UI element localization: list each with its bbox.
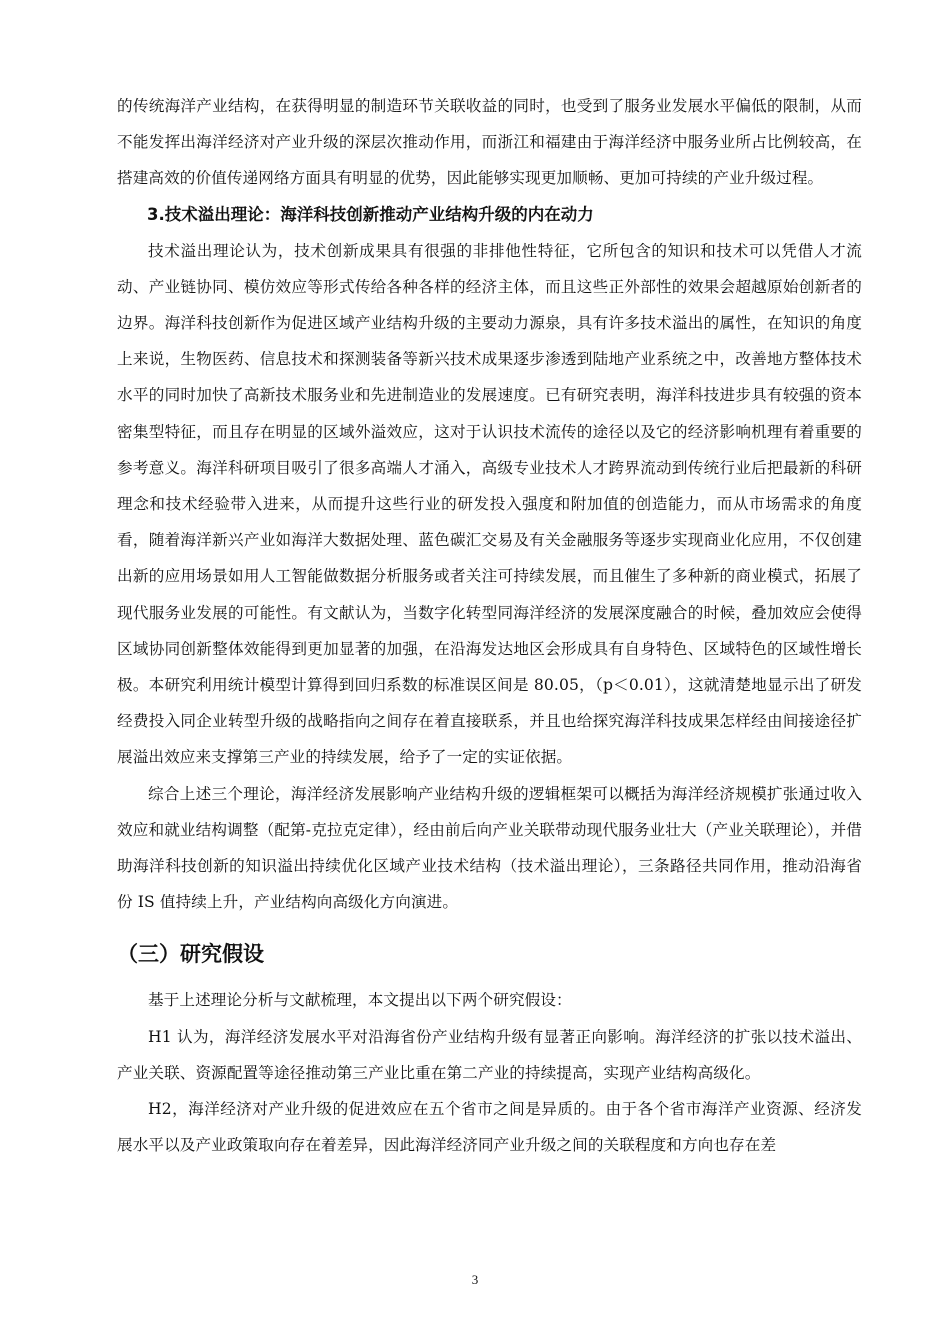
page-content [117,88,862,1163]
body-paragraph: 综合上述三个理论，海洋经济发展影响产业结构升级的逻辑框架可以概括为海洋经济规模扩张通过收入效应和就业结构调整（配第-克拉克定律），经由前后向产业关联带动现代服务业壮大（产业关联理论），并借助海洋科技创新的知识溢出持续优化区域产业技术结构（技术溢出理论），三条路径共同作用，推动沿海省份 IS 值持续上升，产业结构向高级化方向演进。 [117,784,862,912]
body-paragraph: 基于上述理论分析与文献梳理，本文提出以下两个研究假设： [148,991,572,1010]
section-heading: （三）研究假设 [117,942,264,967]
hypothesis-h1: H1 认为，海洋经济发展水平对沿海省份产业结构升级有显著正向影响。海洋经济的扩张以技术溢出、产业关联、资源配置等途径推动第三产业比重在第二产业的持续提高，实现产业结构高级化。 [117,1027,862,1082]
body-paragraph: 的传统海洋产业结构，在获得明显的制造环节关联收益的同时，也受到了服务业发展水平偏低的限制，从而不能发挥出海洋经济对产业升级的深层次推动作用，而浙江和福建由于海洋经济中服务业所占比例较高，在搭建高效的价值传递网络方面具有明显的优势，因此能够实现更加顺畅、更加可持续的产业升级过程。 [117,97,862,188]
hypothesis-h2: H2，海洋经济对产业升级的促进效应在五个省市之间是异质的。由于各个省市海洋产业资源、经济发展水平以及产业政策取向存在着差异，因此海洋经济同产业升级之间的关联程度和方向也存在差 [117,1100,862,1155]
page-number: 3 [471,1272,479,1287]
body-paragraph: 技术溢出理论认为，技术创新成果具有很强的非排他性特征，它所包含的知识和技术可以凭借人才流动、产业链协同、模仿效应等形式传给各种各样的经济主体，而且这些正外部性的效果会超越原始创新者的边界。海洋科技创新作为促进区域产业结构升级的主要动力源泉，具有许多技术溢出的属性，在知识的角度上来说，生物医药、信息技术和探测装备等新兴技术成果逐步渗透到陆地产业系统之中，改善地方整体技术水平的同时加快了高新技术服务业和先进制造业的发展速度。已有研究表明，海洋科技进步具有较强的资本密集型特征，而且存在明显的区域外溢效应，这对于认识技术流传的途径以及它的经济影响机理有着重要的参考意义。海洋科研项目吸引了很多高端人才涌入，高级专业技术人才跨界流动到传统行业后把最新的科研理念和技术经验带入进来，从而提升这些行业的研发投入强度和附加值的创造能力，而从市场需求的角度看，随着海洋新兴产业如海洋大数据处理、蓝色碳汇交易及有关金融服务等逐步实现商业化应用，不仅创建出新的应用场景如用人工智能做数据分析服务或者关注可持续发展，而且催生了多种新的商业模式，拓展了现代服务业发展的可能性。有文献认为，当数字化转型同海洋经济的发展深度融合的时候，叠加效应会使得区域协同创新整体效能得到更加显著的加强，在沿海发达地区会形成具有自身特色、区域特色的区域性增长极。本研究利用统计模型计算得到回归系数的标准误区间是 80.05，（p＜0.01），这就清楚地显示出了研发经费投入同企业转型升级的战略指向之间存在着直接联系，并且也给探究海洋科技成果怎样经由间接途径扩展溢出效应来支撑第三产业的持续发展，给予了一定的实证依据。 [117,241,862,767]
subsection-heading: 3.技术溢出理论：海洋科技创新推动产业结构升级的内在动力 [147,204,594,224]
